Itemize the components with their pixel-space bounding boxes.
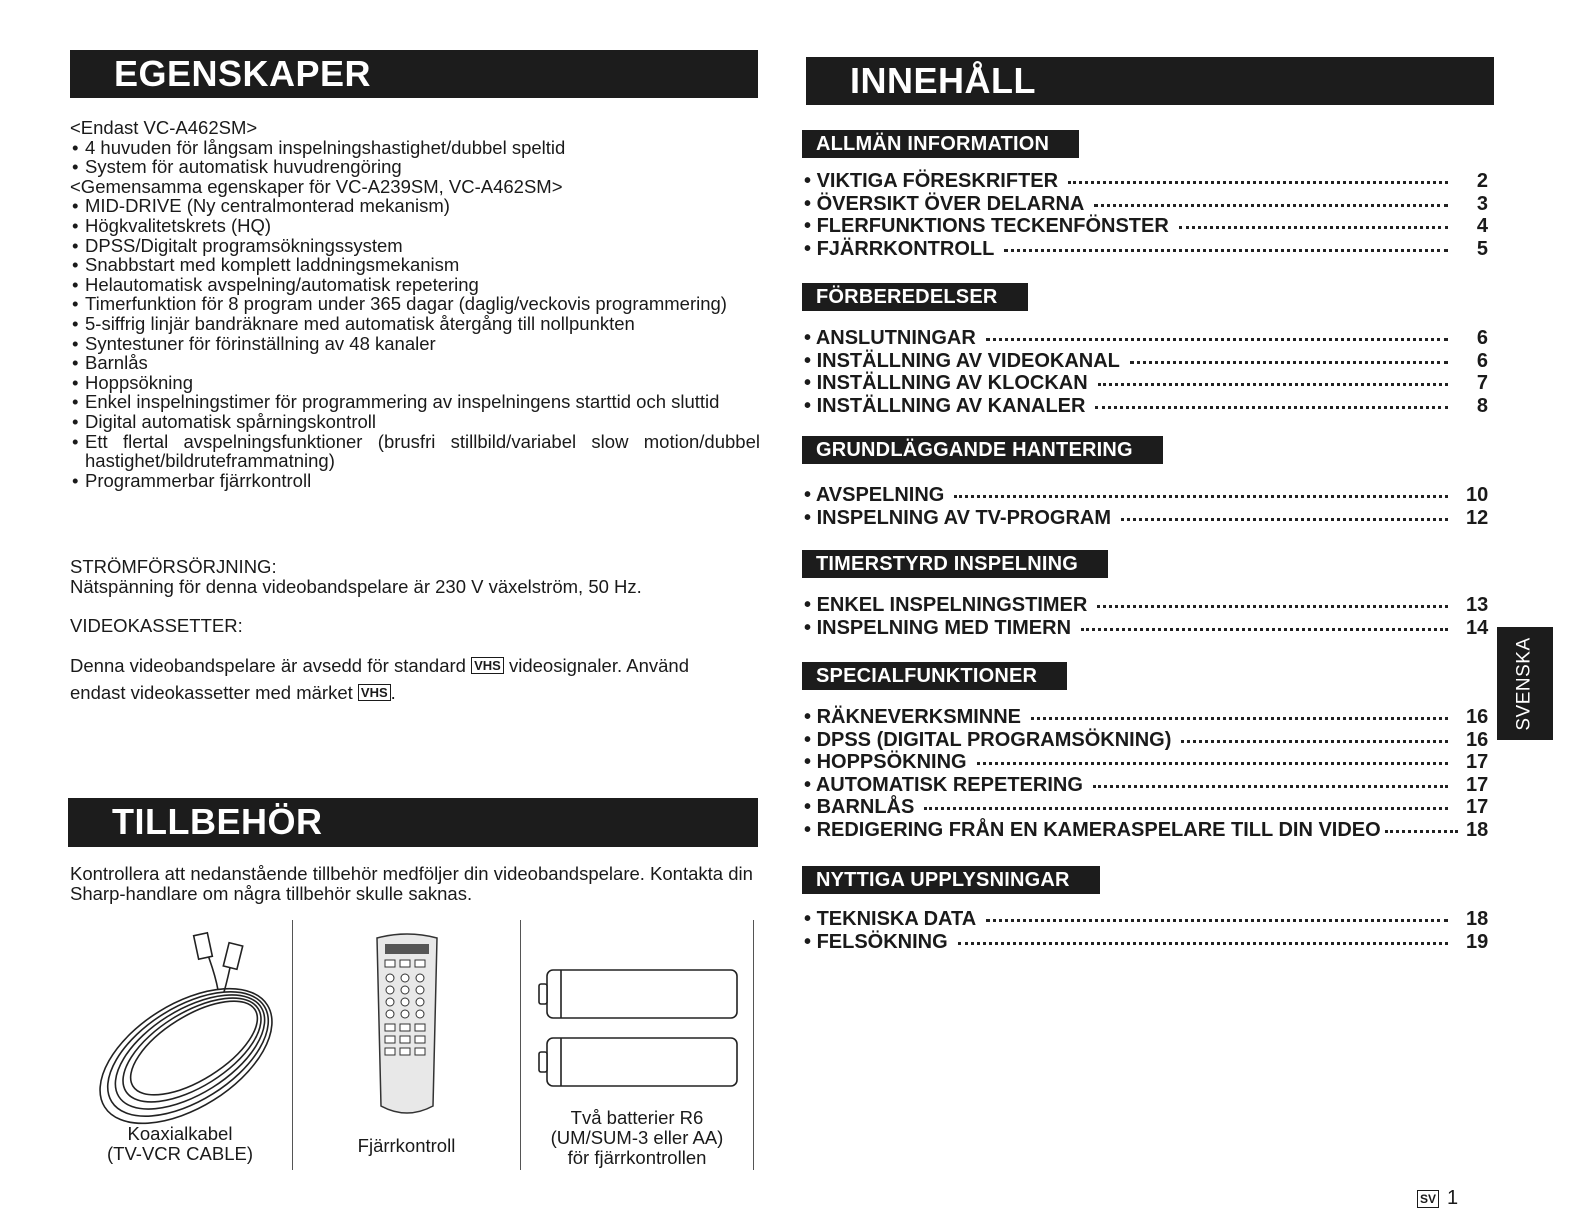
toc-leader (1031, 717, 1448, 720)
toc-leader (1179, 226, 1448, 229)
toc-leader (986, 919, 1448, 922)
toc-leader (1004, 249, 1448, 252)
toc-item-page: 5 (1476, 237, 1488, 260)
toc-leader (954, 495, 1448, 498)
toc-leader (924, 807, 1448, 810)
toc-item[interactable] (802, 350, 1492, 373)
toc-item[interactable] (802, 908, 1492, 931)
batt-label-2: (UM/SUM-3 eller AA) (550, 1127, 724, 1148)
toc-leader (1181, 740, 1448, 743)
toc-item-title: • BARNLÅS (802, 796, 914, 819)
toc-leader (1068, 181, 1448, 184)
accessory-batteries-label (521, 1108, 753, 1168)
features-line-6: • DPSS/Digitalt programsökningssystem (70, 236, 760, 256)
toc-item[interactable] (802, 729, 1492, 752)
features-line-5: • Högkvalitetskrets (HQ) (70, 216, 760, 236)
contents-title: INNEHÅLL (806, 57, 1494, 105)
toc-item-title: • INSTÄLLNING AV KANALER (802, 395, 1085, 418)
toc-item[interactable] (802, 796, 1492, 819)
toc-item-title: • INSTÄLLNING AV VIDEOKANAL (802, 350, 1120, 373)
toc-item-page: 4 (1476, 215, 1488, 238)
power-heading: STRÖMFÖRSÖRJNING: (70, 556, 277, 577)
toc-item-title: • AUTOMATISK REPETERING (802, 774, 1083, 797)
toc-item-title: • VIKTIGA FÖRESKRIFTER (802, 170, 1058, 193)
cable-label-2: (TV-VCR CABLE) (107, 1143, 253, 1164)
toc-section-basic (802, 436, 1492, 529)
toc-item[interactable] (802, 372, 1492, 395)
features-line-4: • MID-DRIVE (Ny centralmonterad mekanism) (70, 196, 760, 216)
toc-leader (1093, 785, 1448, 788)
batt-label-1: Två batterier R6 (570, 1107, 704, 1128)
toc-item[interactable] (802, 507, 1492, 530)
features-list (70, 118, 760, 490)
toc-leader (958, 942, 1448, 945)
video-heading: VIDEOKASSETTER: (70, 615, 243, 636)
features-line-11: • Syntestuner för förinställning av 48 kanaler (70, 334, 760, 354)
toc-leader (1385, 830, 1458, 833)
battery-icon (535, 960, 745, 1110)
toc-section-timer (802, 550, 1492, 639)
toc-item-page: 3 (1476, 192, 1488, 215)
toc-item-page: 16 (1466, 706, 1489, 728)
toc-item-page: 8 (1476, 394, 1488, 417)
toc-item[interactable] (802, 170, 1492, 193)
features-line-1: • 4 huvuden för långsam inspelningshastighet/dubbel speltid (70, 138, 760, 158)
features-line-12: • Barnlås (70, 353, 760, 373)
accessories-title: TILLBEHÖR (68, 798, 758, 847)
toc-leader (1121, 518, 1448, 521)
toc-item[interactable] (802, 484, 1492, 507)
features-line-9: • Timerfunktion för 8 program under 365 dagar (daglig/veckovis programmering) (70, 294, 760, 314)
toc-item-title: • ANSLUTNINGAR (802, 327, 976, 350)
toc-section-heading: ALLMÄN INFORMATION (802, 130, 1079, 158)
toc-section-general (802, 130, 1492, 260)
language-tab-label: SVENSKA (1514, 636, 1536, 731)
vhs-logo-icon: VHS (358, 684, 391, 701)
toc-item-page: 16 (1466, 728, 1489, 751)
remote-control-icon (367, 930, 447, 1120)
language-tab[interactable] (1497, 627, 1553, 740)
accessory-batteries (520, 920, 754, 1170)
toc-item-page: 10 (1466, 484, 1489, 506)
video-text-1: Denna videobandspelare är avsedd för standard (70, 655, 466, 676)
toc-item-page: 12 (1466, 506, 1489, 529)
video-text-3: endast videokassetter med märket (70, 682, 353, 703)
language-code-badge: SV (1417, 1190, 1439, 1208)
toc-item[interactable] (802, 215, 1492, 238)
coaxial-cable-icon (68, 928, 292, 1128)
toc-item[interactable] (802, 819, 1492, 842)
toc-item-page: 6 (1476, 349, 1488, 372)
toc-leader (1097, 605, 1448, 608)
toc-item-title: • ENKEL INSPELNINGSTIMER (802, 594, 1087, 617)
toc-item[interactable] (802, 238, 1492, 261)
video-text (70, 652, 760, 706)
toc-section-heading: SPECIALFUNKTIONER (802, 662, 1067, 690)
toc-item[interactable] (802, 617, 1492, 640)
accessory-cable (68, 920, 292, 1170)
toc-item[interactable] (802, 931, 1492, 954)
features-line-16: • Ett flertal avspelningsfunktioner (brusfri stillbild/variabel slow motion/dubbel hastighet/bildruteframmatning) (70, 432, 760, 471)
features-line-10: • 5-siffrig linjär bandräknare med automatisk återgång till nollpunkten (70, 314, 760, 334)
toc-item-title: • AVSPELNING (802, 484, 944, 507)
toc-item-page: 6 (1476, 327, 1488, 349)
accessory-cable-label (68, 1124, 292, 1164)
toc-item-title: • DPSS (DIGITAL PROGRAMSÖKNING) (802, 729, 1171, 752)
toc-item-page: 17 (1466, 773, 1489, 796)
features-line-15: • Digital automatisk spårningskontroll (70, 412, 760, 432)
toc-leader (986, 338, 1448, 341)
toc-section-special (802, 662, 1492, 842)
toc-item[interactable] (802, 193, 1492, 216)
toc-item-title: • FJÄRRKONTROLL (802, 238, 994, 261)
features-line-13: • Hoppsökning (70, 373, 760, 393)
toc-section-preparations (802, 283, 1492, 417)
toc-leader (977, 762, 1448, 765)
toc-item-title: • REDIGERING FRÅN EN KAMERASPELARE TILL DIN VIDEO (802, 819, 1381, 842)
toc-item-title: • FELSÖKNING (802, 931, 948, 954)
power-block (70, 557, 760, 597)
features-title: EGENSKAPER (70, 50, 758, 98)
features-line-2: • System för automatisk huvudrengöring (70, 157, 760, 177)
toc-section-heading: GRUNDLÄGGANDE HANTERING (802, 436, 1163, 464)
toc-leader (1130, 361, 1448, 364)
features-line-3: <Gemensamma egenskaper för VC-A239SM, VC-A462SM> (70, 175, 563, 197)
toc-item-page: 7 (1476, 372, 1488, 395)
toc-item-page: 17 (1466, 796, 1489, 819)
toc-item-page: 18 (1466, 818, 1489, 841)
features-line-17: • Programmerbar fjärrkontroll (70, 471, 760, 491)
toc-item-page: 18 (1466, 908, 1489, 930)
toc-section-heading: TIMERSTYRD INSPELNING (802, 550, 1108, 578)
video-text-2: videosignaler. Använd (503, 655, 689, 676)
toc-item-title: • INSPELNING AV TV-PROGRAM (802, 507, 1111, 530)
accessory-remote (292, 920, 520, 1170)
toc-section-useful (802, 866, 1492, 953)
toc-item-title: • INSPELNING MED TIMERN (802, 617, 1071, 640)
toc-item-page: 2 (1476, 170, 1488, 192)
toc-leader (1098, 383, 1448, 386)
toc-item-page: 13 (1466, 594, 1489, 616)
toc-section-heading: NYTTIGA UPPLYSNINGAR (802, 866, 1100, 894)
toc-item[interactable] (802, 706, 1492, 729)
features-line-0: <Endast VC-A462SM> (70, 117, 258, 138)
page-number-value: 1 (1447, 1187, 1459, 1209)
toc-section-heading: FÖRBEREDELSER (802, 283, 1028, 311)
toc-item[interactable] (802, 751, 1492, 774)
toc-item-page: 14 (1466, 616, 1489, 639)
toc-item-page: 17 (1466, 751, 1489, 774)
features-line-14: • Enkel inspelningstimer för programmering av inspelningens starttid och sluttid (70, 392, 760, 412)
cable-label-1: Koaxialkabel (127, 1123, 233, 1144)
toc-item[interactable] (802, 395, 1492, 418)
batt-label-3: för fjärrkontrollen (567, 1147, 707, 1168)
toc-item[interactable] (802, 594, 1492, 617)
toc-leader (1094, 204, 1448, 207)
toc-item-page: 19 (1466, 930, 1489, 953)
page-number (1417, 1187, 1458, 1210)
features-line-7: • Snabbstart med komplett laddningsmekanism (70, 255, 760, 275)
toc-item[interactable] (802, 327, 1492, 350)
toc-item-title: • HOPPSÖKNING (802, 751, 967, 774)
toc-item-title: • FLERFUNKTIONS TECKENFÖNSTER (802, 215, 1169, 238)
toc-item[interactable] (802, 774, 1492, 797)
features-line-8: • Helautomatisk avspelning/automatisk repetering (70, 275, 760, 295)
toc-item-title: • RÄKNEVERKSMINNE (802, 706, 1021, 729)
accessories-intro: Kontrollera att nedanstående tillbehör medföljer din videobandspelare. Kontakta din Sharp-handlare om några tillbehör skulle saknas. (70, 863, 753, 904)
vhs-logo-icon: VHS (471, 657, 504, 674)
toc-item-title: • INSTÄLLNING AV KLOCKAN (802, 372, 1088, 395)
toc-item-title: • ÖVERSIKT ÖVER DELARNA (802, 193, 1084, 216)
toc-leader (1081, 628, 1448, 631)
power-text: Nätspänning för denna videobandspelare är 230 V växelström, 50 Hz. (70, 576, 642, 597)
video-text-4: . (390, 682, 396, 703)
toc-item-title: • TEKNISKA DATA (802, 908, 976, 931)
accessory-remote-label: Fjärrkontroll (357, 1135, 456, 1156)
toc-leader (1095, 406, 1448, 409)
